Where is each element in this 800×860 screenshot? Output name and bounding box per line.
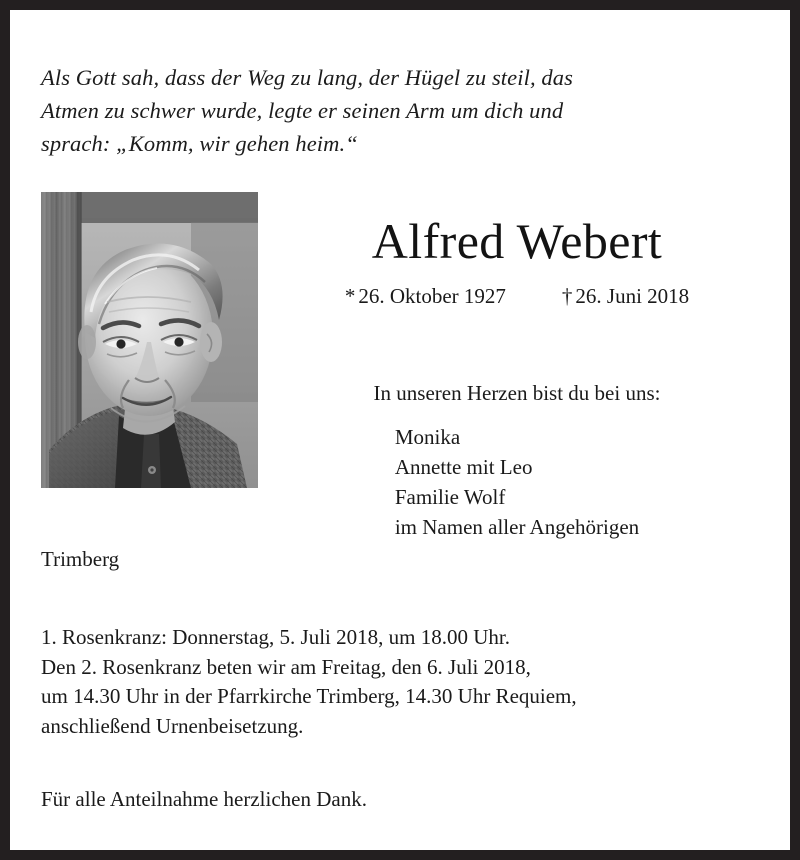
mourner-list — [395, 422, 639, 542]
service-details — [41, 623, 756, 741]
list-item: Familie Wolf — [394, 485, 506, 509]
deceased-name: Alfred Webert — [371, 213, 663, 269]
birth-star-icon: * — [344, 284, 356, 308]
birth-date-value: 26. Oktober 1927 — [358, 284, 506, 308]
epigraph — [41, 61, 756, 160]
service-line-2: Den 2. Rosenkranz beten wir am Freitag, den 6. Juli 2018, — [41, 654, 531, 679]
service-line-3: um 14.30 Uhr in der Pfarrkirche Trimberg, 14.30 Uhr Requiem, — [41, 684, 577, 708]
portrait-illustration — [41, 192, 258, 488]
list-item: Annette mit Leo — [394, 455, 533, 479]
service-line-1: 1. Rosenkranz: Donnerstag, 5. Juli 2018, um 18.00 Uhr. — [41, 625, 510, 649]
epigraph-line-2: Atmen zu schwer wurde, legte er seinen Arm um dich und — [41, 98, 564, 123]
death-date — [562, 283, 689, 310]
thanks-note: Für alle Anteilnahme herzlichen Dank. — [41, 787, 367, 811]
portrait-photo — [41, 192, 258, 488]
deceased-block — [278, 210, 756, 310]
list-item: im Namen aller Angehörigen — [394, 515, 640, 539]
epigraph-line-3: sprach: „Komm, wir gehen heim.“ — [41, 131, 358, 156]
tribute-block — [278, 380, 756, 542]
birth-date — [345, 283, 506, 310]
tribute-lead: In unseren Herzen bist du bei uns: — [373, 381, 661, 405]
life-dates — [278, 283, 756, 310]
epigraph-line-1: Als Gott sah, dass der Weg zu lang, der Hügel zu steil, das — [41, 65, 573, 90]
service-line-4: anschließend Urnenbeisetzung. — [41, 713, 304, 738]
list-item: Monika — [394, 425, 461, 449]
death-cross-icon: † — [561, 284, 573, 308]
death-date-value: 26. Juni 2018 — [575, 284, 690, 308]
place-name: Trimberg — [41, 547, 120, 571]
notice-content — [10, 10, 790, 850]
